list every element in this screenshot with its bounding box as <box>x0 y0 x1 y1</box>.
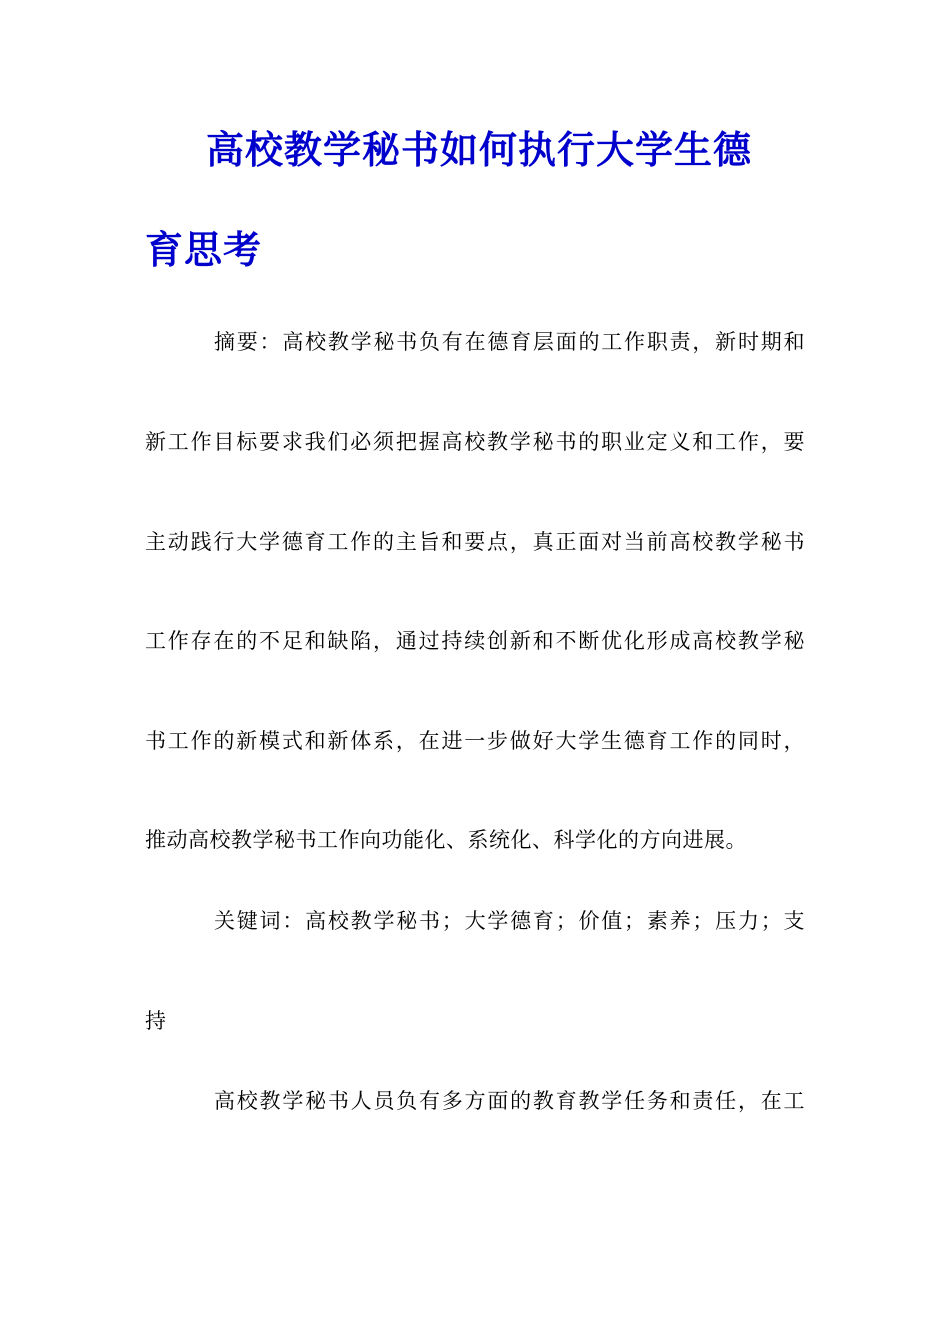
body-line-1: 高校教学秘书人员负有多方面的教育教学任务和责任，在工 <box>214 1089 805 1113</box>
abstract-line-3: 主动践行大学德育工作的主旨和要点，真正面对当前高校教学秘书 <box>145 530 805 554</box>
title-line-2: 育思考 <box>145 227 263 272</box>
abstract-line-2: 新工作目标要求我们必须把握高校教学秘书的职业定义和工作，要 <box>145 430 805 454</box>
abstract-line-4: 工作存在的不足和缺陷，通过持续创新和不断优化形成高校教学秘 <box>145 629 805 653</box>
title-line-1: 高校教学秘书如何执行大学生德 <box>206 127 753 172</box>
keywords-line-2: 持 <box>145 1009 167 1033</box>
abstract-line-6: 推动高校教学秘书工作向功能化、系统化、科学化的方向进展。 <box>145 828 747 852</box>
keywords-line-1: 关键词：高校教学秘书；大学德育；价值；素养；压力；支 <box>214 909 805 933</box>
abstract-line-1: 摘要：高校教学秘书负有在德育层面的工作职责，新时期和 <box>214 330 805 354</box>
abstract-line-5: 书工作的新模式和新体系，在进一步做好大学生德育工作的同时， <box>145 729 805 753</box>
